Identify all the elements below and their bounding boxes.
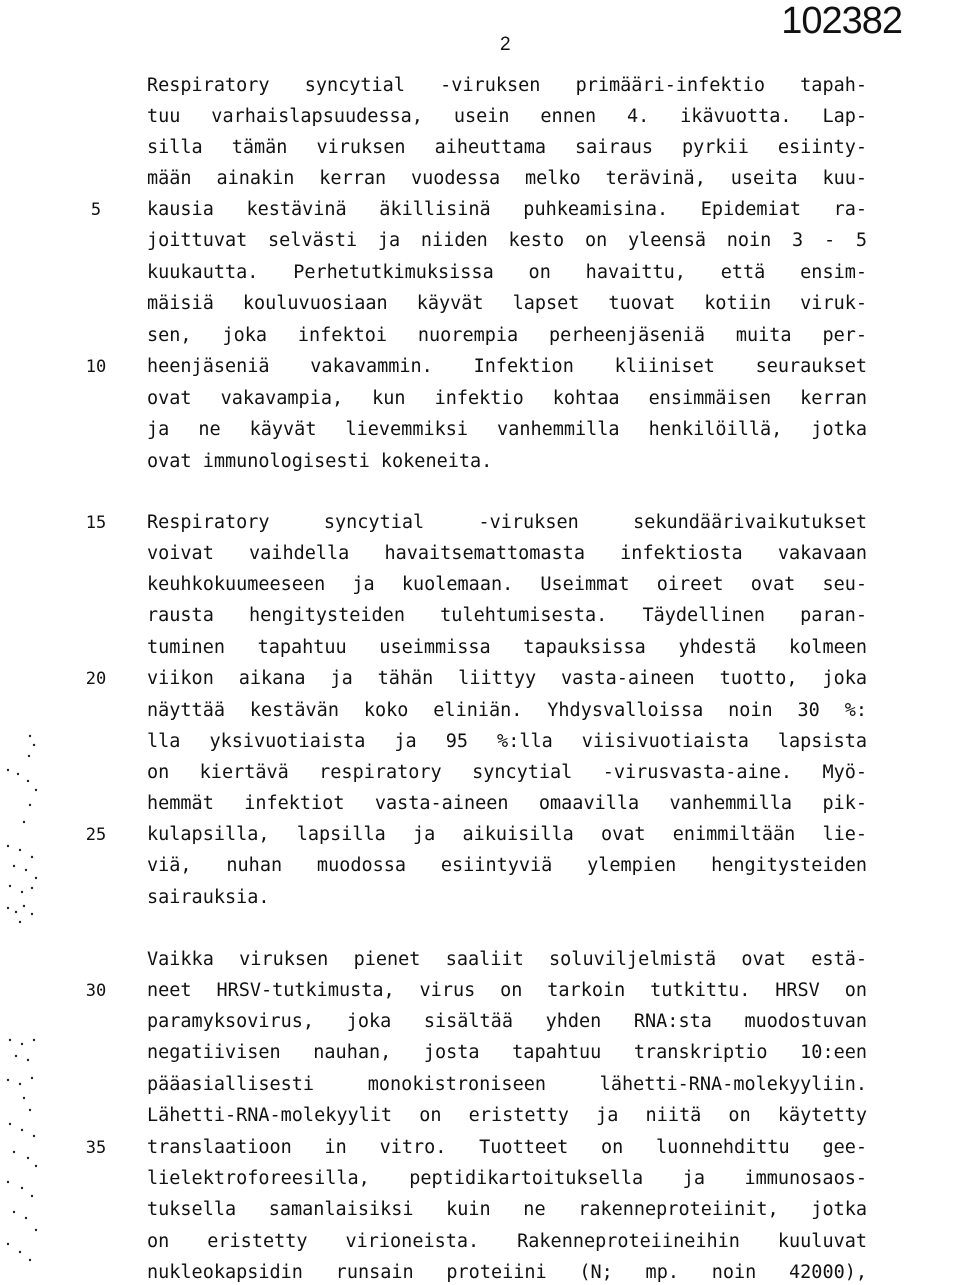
text-line: tuminen tapahtuu useimmissa tapauksissa yhdestä kolmeen bbox=[147, 637, 867, 658]
text-line: Respiratory syncytial -viruksen sekundäärivaikutukset bbox=[147, 512, 867, 533]
text-line: negatiivisen nauhan, josta tapahtuu transkriptio 10:een bbox=[147, 1042, 867, 1063]
text-line: kausia kestävinä äkillisinä puhkeamisina. Epidemiat ra- bbox=[147, 199, 867, 220]
text-line: tuksella samanlaisiksi kuin ne rakenneproteiinit, jotka bbox=[147, 1199, 867, 1220]
text-line: lielektroforeesilla, peptidikartoituksella ja immunosaos- bbox=[147, 1168, 867, 1189]
text-line: silla tämän viruksen aiheuttama sairaus pyrkii esiinty- bbox=[147, 137, 867, 158]
text-line: on kiertävä respiratory syncytial -virusvasta-aine. Myö- bbox=[147, 762, 867, 783]
text-line: rausta hengitysteiden tulehtumisesta. Täydellinen paran- bbox=[147, 605, 867, 626]
text-line: Lähetti-RNA-molekyylit on eristetty ja niitä on käytetty bbox=[147, 1105, 867, 1126]
text-line: Respiratory syncytial -viruksen primääri-infektio tapah- bbox=[147, 75, 867, 96]
text-line: sen, joka infektoi nuorempia perheenjäseniä muita per- bbox=[147, 325, 867, 346]
text-line: nukleokapsidin runsain proteiini (N; mp. noin 42000), bbox=[147, 1262, 867, 1283]
text-line: kulapsilla, lapsilla ja aikuisilla ovat enimmiltään lie- bbox=[147, 824, 867, 845]
text-line: viä, nuhan muodossa esiintyviä ylempien hengitysteiden bbox=[147, 855, 867, 876]
text-line: kuukautta. Perhetutkimuksissa on havaittu, että ensim- bbox=[147, 262, 867, 283]
text-line: pääasiallisesti monokistroniseen lähetti-RNA-molekyyliin. bbox=[147, 1074, 867, 1095]
text-line: ovat immunologisesti kokeneita. bbox=[147, 451, 493, 472]
text-line: näyttää kestävän koko eliniän. Yhdysvalloissa noin 30 %: bbox=[147, 700, 867, 721]
line-number: 20 bbox=[85, 669, 107, 689]
line-number: 30 bbox=[85, 981, 107, 1001]
page-number: 2 bbox=[500, 34, 511, 55]
text-line: tuu varhaislapsuudessa, usein ennen 4. ikävuotta. Lap- bbox=[147, 106, 867, 127]
line-number: 15 bbox=[85, 513, 107, 533]
text-line: sairauksia. bbox=[147, 887, 270, 908]
text-line: translaatioon in vitro. Tuotteet on luonnehdittu gee- bbox=[147, 1137, 867, 1158]
text-line: voivat vaihdella havaitsemattomasta infektiosta vakavaan bbox=[147, 543, 867, 564]
line-number: 10 bbox=[85, 357, 107, 377]
text-line: hemmät infektiot vasta-aineen omaavilla vanhemmilla pik- bbox=[147, 793, 867, 814]
line-number: 35 bbox=[85, 1138, 107, 1158]
text-line: on eristetty virioneista. Rakenneproteiineihin kuuluvat bbox=[147, 1231, 867, 1252]
line-number: 5 bbox=[90, 200, 102, 220]
text-line: ja ne käyvät lievemmiksi vanhemmilla henkilöillä, jotka bbox=[147, 419, 867, 440]
text-line: keuhkokuumeeseen ja kuolemaan. Useimmat oireet ovat seu- bbox=[147, 574, 867, 595]
text-line: joittuvat selvästi ja niiden kesto on yleensä noin 3 - 5 bbox=[147, 230, 867, 251]
document-number: 102382 bbox=[781, 0, 902, 42]
text-line: lla yksivuotiaista ja 95 %:lla viisivuotiaista lapsista bbox=[147, 731, 867, 752]
line-number: 25 bbox=[85, 825, 107, 845]
text-line: mään ainakin kerran vuodessa melko terävinä, useita kuu- bbox=[147, 168, 867, 189]
text-line: mäisiä kouluvuosiaan käyvät lapset tuovat kotiin viruk- bbox=[147, 293, 867, 314]
text-line: viikon aikana ja tähän liittyy vasta-aineen tuotto, joka bbox=[147, 668, 867, 689]
text-line: neet HRSV-tutkimusta, virus on tarkoin tutkittu. HRSV on bbox=[147, 980, 867, 1001]
text-line: Vaikka viruksen pienet saaliit soluviljelmistä ovat estä- bbox=[147, 949, 867, 970]
margin-dot-marks bbox=[0, 0, 60, 1282]
text-line: paramyksovirus, joka sisältää yhden RNA:sta muodostuvan bbox=[147, 1011, 867, 1032]
text-line: ovat vakavampia, kun infektio kohtaa ensimmäisen kerran bbox=[147, 388, 867, 409]
text-line: heenjäseniä vakavammin. Infektion kliiniset seuraukset bbox=[147, 356, 867, 377]
